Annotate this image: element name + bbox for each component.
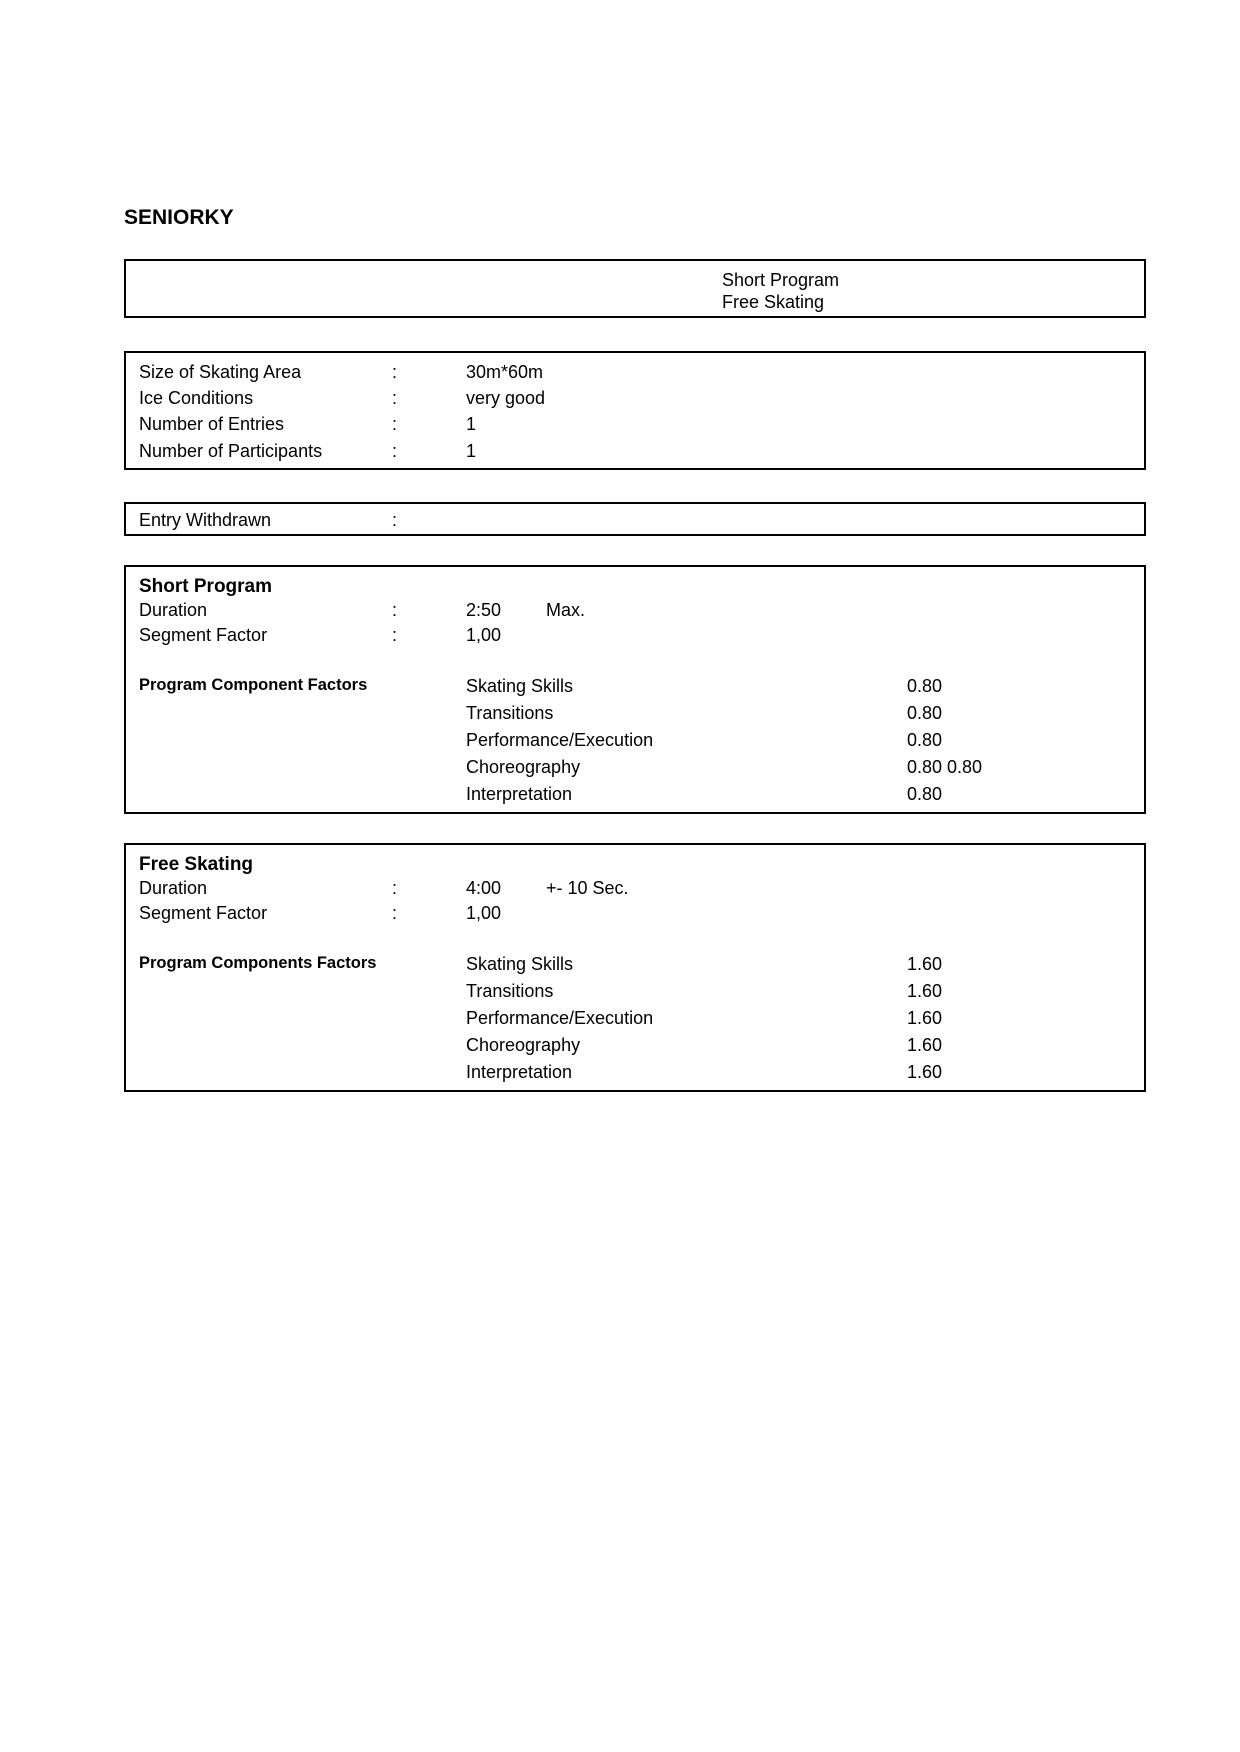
component-value: 1.60	[907, 954, 943, 974]
info-colon: :	[392, 388, 398, 408]
component-value: 0.80	[907, 703, 943, 723]
duration-colon: :	[392, 600, 398, 620]
components-label: Program Components Factors	[139, 954, 377, 972]
component-name: Performance/Execution	[466, 1008, 654, 1028]
component-name: Skating Skills	[466, 954, 574, 974]
info-colon: :	[392, 362, 398, 382]
segment-factor-colon: :	[392, 625, 398, 645]
segment-factor-label: Segment Factor	[139, 903, 268, 923]
info-label: Number of Participants	[139, 441, 323, 461]
segment-short-program: Short Program	[722, 270, 840, 290]
short-program-box	[124, 565, 1146, 814]
component-value: 1.60	[907, 1062, 943, 1082]
segment-factor-value: 1,00	[466, 625, 502, 645]
component-name: Transitions	[466, 703, 554, 723]
segment-factor-colon: :	[392, 903, 398, 923]
info-label: Size of Skating Area	[139, 362, 302, 382]
component-name: Choreography	[466, 1035, 581, 1055]
components-label: Program Component Factors	[139, 676, 368, 694]
component-value: 0.80	[907, 676, 943, 696]
info-box	[124, 351, 1146, 470]
info-value: 1	[466, 441, 477, 461]
component-name: Interpretation	[466, 784, 573, 804]
segment-free-skating: Free Skating	[722, 292, 825, 312]
info-value: 30m*60m	[466, 362, 544, 382]
section-heading: Free Skating	[139, 854, 254, 875]
withdrawn-colon: :	[392, 510, 398, 530]
duration-note: +- 10 Sec.	[546, 878, 629, 898]
duration-note: Max.	[546, 600, 586, 620]
component-value: 1.60	[907, 1035, 943, 1055]
component-name: Interpretation	[466, 1062, 573, 1082]
duration-value: 4:00	[466, 878, 502, 898]
page-title: SENIORKY	[124, 206, 234, 229]
section-heading: Short Program	[139, 576, 273, 597]
info-value: 1	[466, 414, 477, 434]
component-name: Choreography	[466, 757, 581, 777]
component-name: Performance/Execution	[466, 730, 654, 750]
component-value: 0.80	[907, 784, 943, 804]
duration-value: 2:50	[466, 600, 502, 620]
segments-box	[124, 259, 1146, 318]
withdrawn-box	[124, 502, 1146, 536]
info-colon: :	[392, 414, 398, 434]
component-value: 1.60	[907, 981, 943, 1001]
info-label: Ice Conditions	[139, 388, 254, 408]
component-value: 0.80 0.80	[907, 757, 983, 777]
segment-factor-value: 1,00	[466, 903, 502, 923]
withdrawn-label: Entry Withdrawn	[139, 510, 272, 530]
info-value: very good	[466, 388, 546, 408]
component-name: Skating Skills	[466, 676, 574, 696]
duration-label: Duration	[139, 878, 208, 898]
component-name: Transitions	[466, 981, 554, 1001]
component-value: 1.60	[907, 1008, 943, 1028]
component-value: 0.80	[907, 730, 943, 750]
info-colon: :	[392, 441, 398, 461]
segment-factor-label: Segment Factor	[139, 625, 268, 645]
free-skating-box	[124, 843, 1146, 1092]
duration-label: Duration	[139, 600, 208, 620]
duration-colon: :	[392, 878, 398, 898]
info-label: Number of Entries	[139, 414, 285, 434]
